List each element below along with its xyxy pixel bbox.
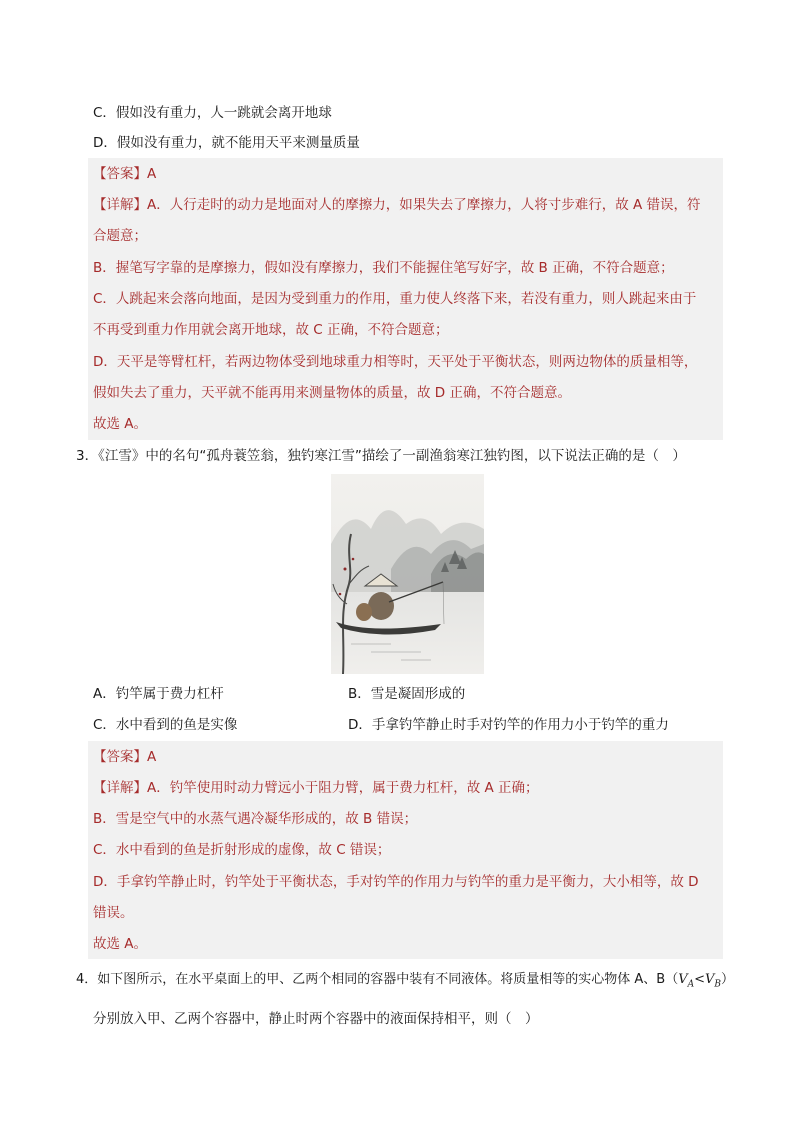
answer-value: A [147,749,157,765]
volume-formula: $V_A<V_B$ [678,972,722,990]
q2-option-c: C．假如没有重力，人一跳就会离开地球 [93,105,332,121]
q2-detail-line-5: 不再受到重力作用就会离开地球，故 C 正确，不符合题意； [93,322,449,338]
q2-detail-line-7: 假如失去了重力，天平就不能再用来测量物体的质量，故 D 正确，不符合题意。 [93,385,571,401]
q3-detail-line-2: B．雪是空气中的水蒸气遇冷凝华形成的，故 B 错误； [93,811,418,827]
q3-detail-line-6: 故选 A。 [93,936,148,952]
detail-label: 【详解】 [93,780,147,796]
q2-detail-line-6: D．天平是等臂杠杆，若两边物体受到地球重力相等时，天平处于平衡状态，则两边物体的质量相等， [93,354,698,370]
detail-label: 【详解】 [93,197,147,213]
q2-answer-line [93,164,156,184]
answer-value: A [147,166,157,182]
q2-detail-line-4: C．人跳起来会落向地面，是因为受到重力的作用，重力使人终落下来，若没有重力，则人跳起来由于 [93,291,697,307]
q4-stem-text: 4．如下图所示，在水平桌面上的甲、乙两个相同的容器中装有不同液体。将质量相等的实心物体 A、B（ [76,972,679,987]
q3-answer-line [93,747,156,767]
q4-stem-close: ） [721,972,735,987]
detail-text: A．钓竿使用时动力臂远小于阻力臂，属于费力杠杆，故 A 正确； [147,780,539,796]
q3-detail-line-5: 错误。 [93,905,134,921]
answer-label: 【答案】 [93,749,147,765]
fisherman-ink-painting [331,474,484,674]
q4-stem-line-2: 分别放入甲、乙两个容器中，静止时两个容器中的液面保持相平，则（ ） [93,1011,539,1027]
q2-detail-line-3: B．握笔写字靠的是摩擦力，假如没有摩擦力，我们不能握住笔写好字，故 B 正确，不符合题意； [93,260,674,276]
q3-detail-line-4: D．手拿钓竿静止时，钓竿处于平衡状态，手对钓竿的作用力与钓竿的重力是平衡力，大小相等，故 D [93,874,699,890]
q2-option-d: D．假如没有重力，就不能用天平来测量质量 [93,135,360,151]
q2-detail-line-1 [93,195,701,215]
q2-detail-line-8: 故选 A。 [93,416,148,432]
q3-option-c: C．水中看到的鱼是实像 [93,717,238,733]
answer-label: 【答案】 [93,166,147,182]
q3-option-b: B．雪是凝固形成的 [348,686,466,702]
q3-detail-line-3: C．水中看到的鱼是折射形成的虚像，故 C 错误； [93,842,391,858]
q3-stem: 3．《江雪》中的名句“孤舟蓑笠翁，独钓寒江雪”描绘了一副渔翁寒江独钓图，以下说法正确的是（ ） [76,448,686,464]
q3-detail-line-1 [93,778,539,798]
q2-detail-line-2: 合题意； [93,228,147,244]
detail-text: A．人行走时的动力是地面对人的摩擦力，如果失去了摩擦力，人将寸步难行，故 A 错误，符 [147,197,701,213]
q4-stem-line-1 [76,970,734,995]
q3-option-d: D．手拿钓竿静止时手对钓竿的作用力小于钓竿的重力 [348,717,669,733]
q3-option-a: A．钓竿属于费力杠杆 [93,686,224,702]
